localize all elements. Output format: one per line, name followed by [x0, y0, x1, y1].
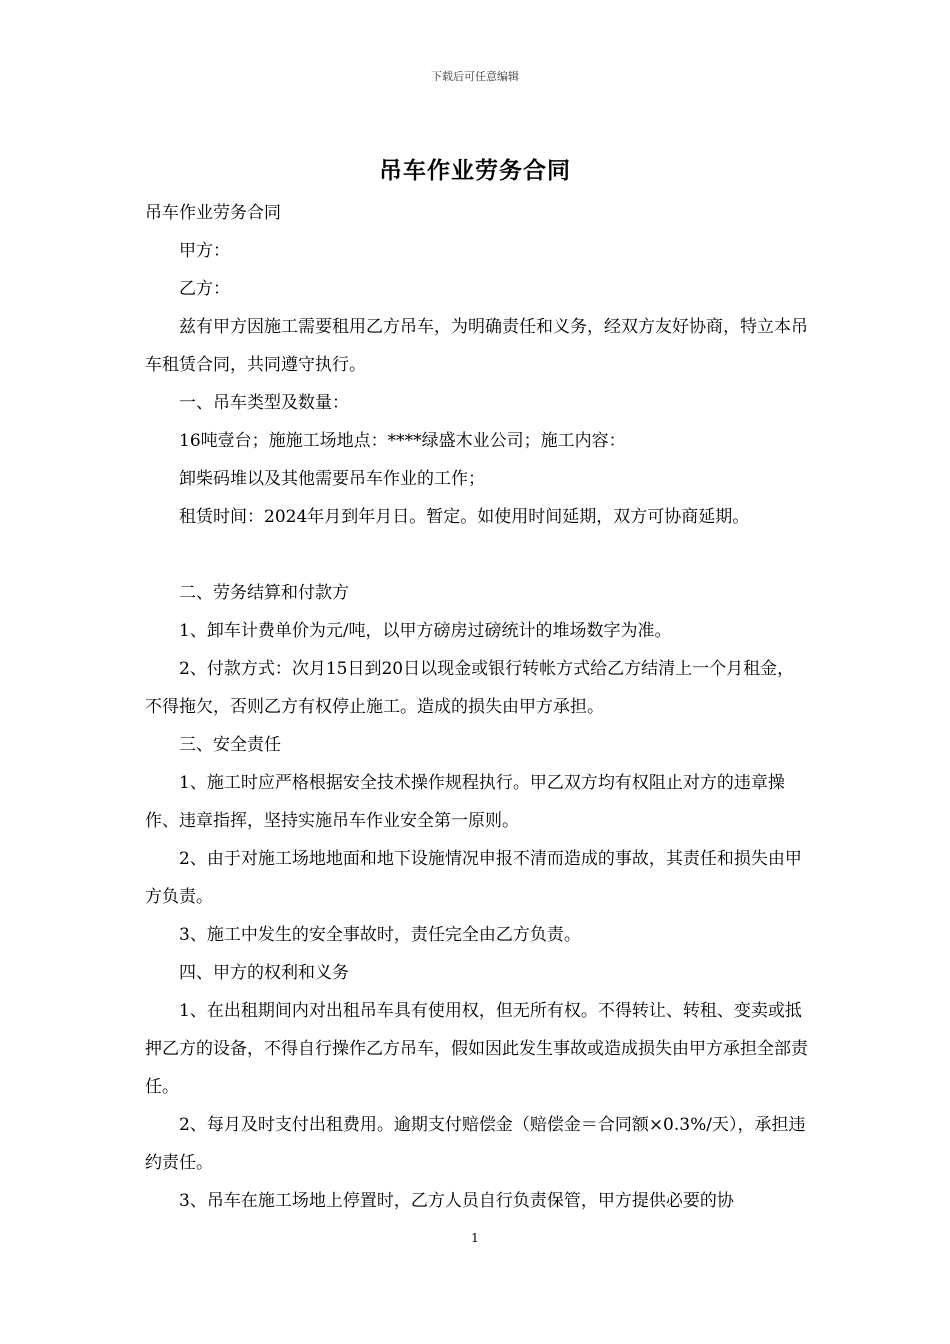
party-a-line: 甲方： — [179, 241, 230, 261]
paragraph-party-a-2: 2、每月及时支付出租费用。逾期支付赔偿金（赔偿金＝合同额×0.3%/天），承担违约责任。 — [145, 1115, 806, 1173]
section-heading-2: 二、劳务结算和付款方 — [179, 583, 349, 603]
paragraph-party-a-3: 3、吊车在施工场地上停置时，乙方人员自行负责保管，甲方提供必要的协 — [179, 1191, 734, 1211]
paragraph-safety-3: 3、施工中发生的安全事故时，责任完全由乙方负责。 — [179, 925, 581, 945]
paragraph-payment-method: 2、付款方式：次月15日到20日以现金或银行转帐方式给乙方结清上一个月租金，不得拖欠，否则乙方有权停止施工。造成的损失由甲方承担。 — [145, 659, 795, 717]
paragraph-lease-period: 租赁时间：2024年月到年月日。暂定。如使用时间延期，双方可协商延期。 — [179, 507, 750, 527]
paragraph-unit-price: 1、卸车计费单价为元/吨，以甲方磅房过磅统计的堆场数字为准。 — [179, 621, 672, 641]
document-title: 吊车作业劳务合同 — [379, 157, 571, 184]
paragraph-heading: 吊车作业劳务合同 — [145, 203, 281, 223]
section-heading-3: 三、安全责任 — [179, 735, 281, 755]
document-body — [145, 194, 810, 1220]
header-note: 下载后可任意编辑 — [431, 70, 519, 83]
paragraph-safety-2: 2、由于对施工场地地面和地下设施情况申报不清而造成的事故，其责任和损失由甲方负责。 — [145, 849, 802, 907]
party-b-line: 乙方： — [179, 279, 230, 299]
paragraph-party-a-1: 1、在出租期间内对出租吊车具有使用权，但无所有权。不得转让、转租、变卖或抵押乙方的设备，不得自行操作乙方吊车，假如因此发生事故或造成损失由甲方承担全部责任。 — [145, 1001, 808, 1097]
blank-line — [145, 536, 810, 574]
paragraph-preamble: 兹有甲方因施工需要租用乙方吊车，为明确责任和义务，经双方友好协商，特立本吊车租赁合同，共同遵守执行。 — [145, 317, 808, 375]
paragraph-work-content: 卸柴码堆以及其他需要吊车作业的工作； — [179, 469, 485, 489]
section-heading-4: 四、甲方的权利和义务 — [179, 963, 349, 983]
paragraph-crane-type: 16吨壹台；施施工场地点：****绿盛木业公司；施工内容： — [179, 431, 626, 451]
page-number: 1 — [471, 1231, 479, 1245]
paragraph-safety-1: 1、施工时应严格根据安全技术操作规程执行。甲乙双方均有权阻止对方的违章操作、违章指挥，坚持实施吊车作业安全第一原则。 — [145, 773, 785, 831]
section-heading-1: 一、吊车类型及数量： — [179, 393, 349, 413]
